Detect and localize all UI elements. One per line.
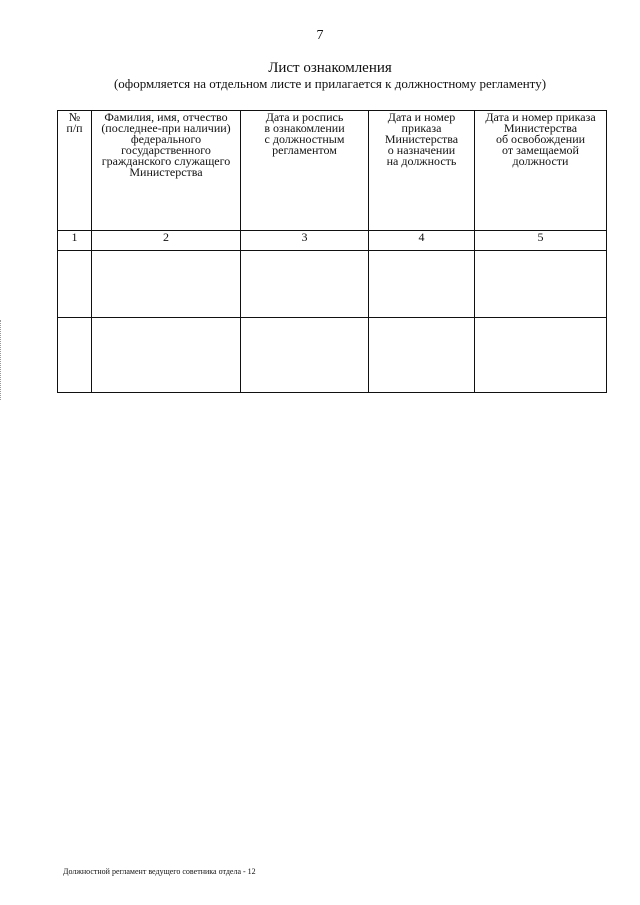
header-cell-dismissal-order [475, 111, 607, 231]
header-text: Дата и номер приказа Министерства об освобождении от замещаемой должности [485, 110, 596, 168]
header-text: Фамилия, имя, отчество (последнее-при наличии) федерального государственного гражданского служащего Министерства [101, 110, 231, 179]
table-header-row [58, 111, 607, 231]
header-cell-appointment-order [369, 111, 475, 231]
column-number: 1 [58, 231, 92, 251]
table-cell [241, 318, 369, 393]
table-cell [369, 318, 475, 393]
table-row [58, 251, 607, 318]
acknowledgement-table [57, 110, 607, 393]
footer-text: Должностной регламент ведущего советника отдела - 12 [63, 867, 256, 876]
column-number: 2 [92, 231, 241, 251]
table-cell [92, 318, 241, 393]
column-number: 5 [475, 231, 607, 251]
scan-edge-mark [0, 320, 3, 400]
header-cell-full-name [92, 111, 241, 231]
table-cell [58, 318, 92, 393]
table-cell [369, 251, 475, 318]
table-cell [475, 251, 607, 318]
table-cell [92, 251, 241, 318]
header-text: Дата и номер приказа Министерства о назначении на должность [384, 110, 459, 168]
header-text: № п/п [66, 110, 83, 135]
table-cell [241, 251, 369, 318]
document-title: Лист ознакомления [268, 60, 392, 76]
header-cell-signature-date [241, 111, 369, 231]
column-number: 4 [369, 231, 475, 251]
column-number-row [58, 231, 607, 251]
page-number: 7 [316, 28, 324, 43]
table-row [58, 318, 607, 393]
table-cell [58, 251, 92, 318]
table-cell [475, 318, 607, 393]
document-subtitle: (оформляется на отдельном листе и прилагается к должностному регламенту) [113, 76, 547, 91]
header-text: Дата и роспись в ознакомлении с должностным регламентом [264, 110, 345, 157]
header-cell-number [58, 111, 92, 231]
column-number: 3 [241, 231, 369, 251]
